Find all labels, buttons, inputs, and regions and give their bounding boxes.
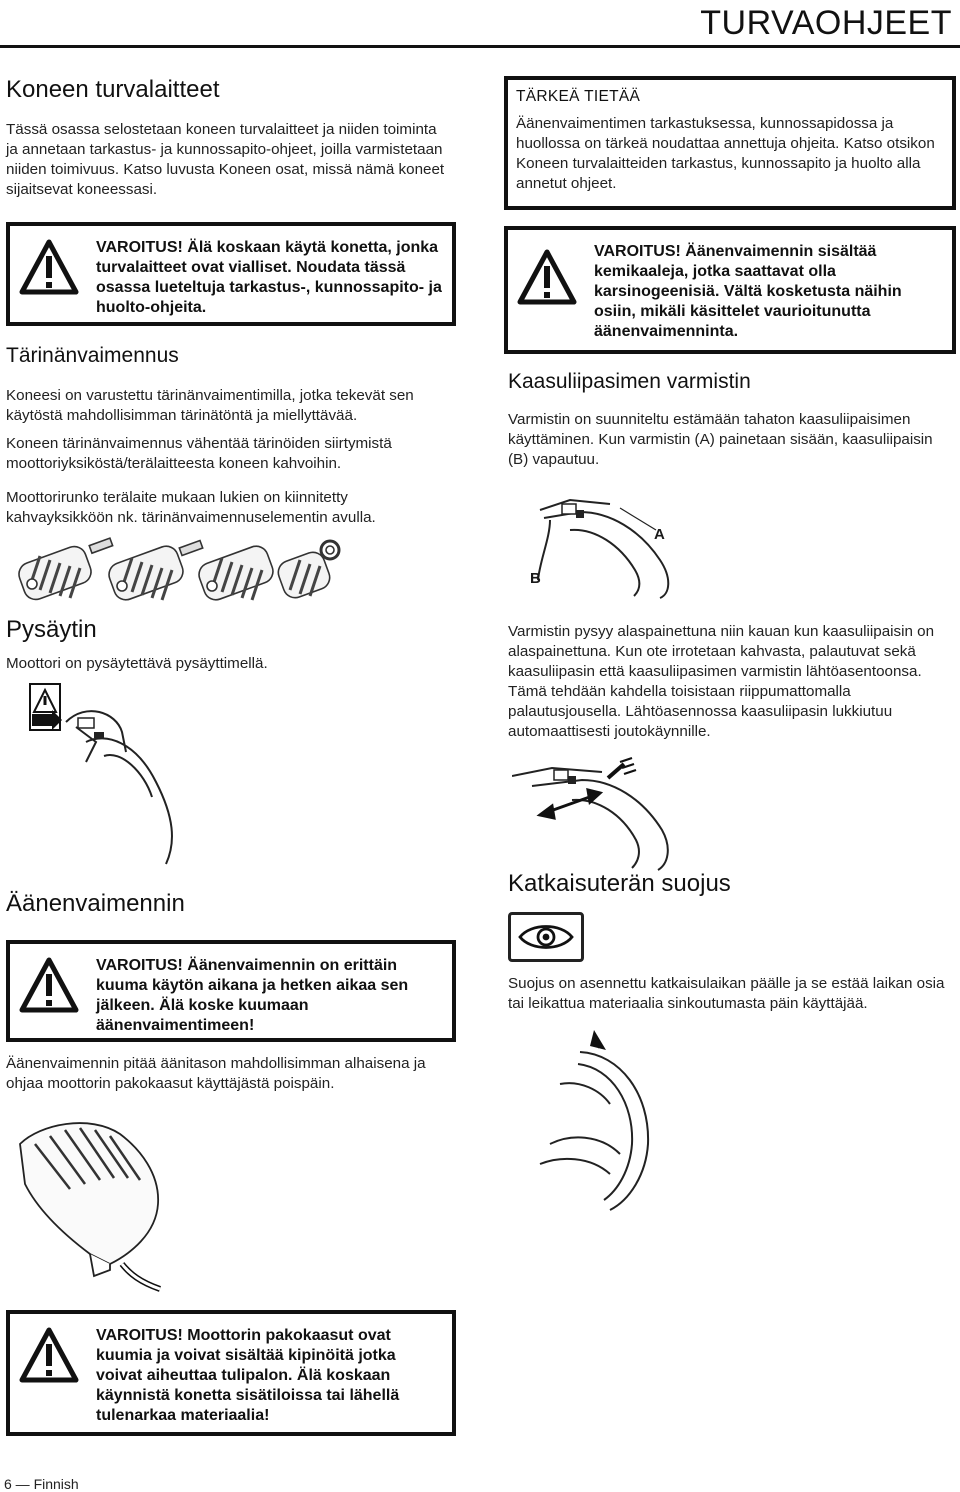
warning-triangle-icon <box>18 956 80 1014</box>
damper-1 <box>16 538 113 603</box>
warning-text-muffler-hot: VAROITUS! Äänenvaimennin on erittäin kuuma käytön aikana ja hetken aikaa sen jälkeen. Älä koske kuumaan äänenvaimentimeen! <box>96 957 409 1034</box>
page-header <box>0 0 960 48</box>
warning-triangle-icon <box>18 238 80 296</box>
warning-box-muffler-hot <box>6 940 456 1042</box>
eye-icon-box <box>508 912 584 962</box>
section-title-stop-switch: Pysäytin <box>6 616 97 643</box>
safety-devices-intro: Tässä osassa selostetaan koneen turvalaitteet ja niiden toiminta ja annetaan tarkastus- ja kunnossapito-ohjeet, joilla varmistetaan niiden toimivuus. Katso luvusta Koneen osat, missä nämä koneet sijaitsevat koneessasi. <box>6 121 445 198</box>
vibration-paragraph-2: Koneen tärinänvaimennus vähentää tärinöiden siirtymistä moottoriyksiköstä/terälaitteesta koneen kahvoihin. <box>6 435 392 472</box>
warning-triangle-icon <box>516 248 578 306</box>
throttle-lock-paragraph-1: Varmistin on suunniteltu estämään tahaton kaasuliipaisimen käyttäminen. Kun varmistin (A) painetaan sisään, kaasuliipaisin (B) vapautuu. <box>508 411 933 468</box>
damper-2 <box>106 540 203 603</box>
warning-text-carcinogen: VAROITUS! Äänenvaimennin sisältää kemikaaleja, jotka saattavat olla karsinogeenisiä. Vältä kosketusta näihin osiin, mikäli käsittelet vaurioitunutta äänenvaimenninta. <box>594 243 902 340</box>
warning-box-carcinogen <box>504 226 956 354</box>
vibration-paragraph-3: Moottorirunko terälaite mukaan lukien on kiinnitetty kahvayksikköön nk. tärinänvaimennuselementin avulla. <box>6 489 376 526</box>
vibration-paragraph-1: Koneesi on varustettu tärinänvaimentimilla, jotka tekevät sen käytöstä mahdollisimman tärinätöntä ja miellyttävää. <box>6 387 414 424</box>
warning-text-exhaust: VAROITUS! Moottorin pakokaasut ovat kuumia ja voivat sisältää kipinöitä jotka voivat aiheuttaa tulipalon. Älä koskaan käynnistä konetta sisätiloissa tai lähellä tulenarkaa materiaalia! <box>96 1327 400 1424</box>
important-note-title: TÄRKEÄ TIETÄÄ <box>516 88 641 105</box>
stop-switch-text: Moottori on pysäytettävä pysäyttimellä. <box>6 655 268 672</box>
throttle-lock-paragraph-2: Varmistin pysyy alaspainettuna niin kauan kun kaasuliipaisin on alaspainettuna. Kun ote irrotetaan kahvasta, palautuvat sekä kaasuliipasin että kaasuliipasimen varmistin lähtöasentoonsa. Tämä tehdään kahdella toisistaan riippumattomalla palautusjousella. Lähtöasennossa kaasuliipasin lukkiutuu automaattisesti joutokäynnille. <box>508 623 935 740</box>
stop-switch-illustration <box>26 682 206 872</box>
section-title-blade-guard: Katkaisuterän suojus <box>508 870 731 897</box>
section-title-vibration: Tärinänvaimennus <box>6 344 179 367</box>
warning-box-safety <box>6 222 456 326</box>
muffler-text: Äänenvaimennin pitää äänitason mahdollisimman alhaisena ja ohjaa moottorin pakokaasut käyttäjästä poispäin. <box>6 1055 426 1092</box>
label-a: A <box>654 526 665 543</box>
header-rule <box>0 45 960 48</box>
page-footer <box>0 1472 960 1492</box>
vibration-dampers-illustration <box>10 528 350 610</box>
muffler-illustration <box>10 1104 180 1294</box>
label-b: B <box>530 570 541 587</box>
section-title-muffler: Äänenvaimennin <box>6 890 185 917</box>
blade-guard-text: Suojus on asennettu katkaisulaikan päälle ja se estää laikan osia tai leikattua materiaalia sinkoutumasta päin käyttäjää. <box>508 975 945 1012</box>
damper-3 <box>196 543 277 603</box>
eye-icon <box>517 921 575 953</box>
page-number: 6 — Finnish <box>4 1476 79 1492</box>
throttle-release-illustration <box>512 756 702 874</box>
section-title-safety-devices: Koneen turvalaitteet <box>6 76 220 103</box>
damper-4 <box>275 541 339 601</box>
warning-text-safety: VAROITUS! Älä koskaan käytä konetta, jonka turvalaitteet ovat vialliset. Noudata tässä osassa lueteltuja tarkastus-, kunnossapito- ja huolto-ohjeita. <box>96 239 442 316</box>
important-note-text: Äänenvaimentimen tarkastuksessa, kunnossapidossa ja huollossa on tärkeä noudattaa annettuja ohjeita. Katso otsikon Koneen turvalaitteiden tarkastus, kunnossapito ja huolto alla annetut ohjeet. <box>516 115 935 192</box>
section-title-throttle-lock: Kaasuliipasimen varmistin <box>508 370 751 393</box>
page-header-title: TURVAOHJEET <box>700 4 952 42</box>
important-note-box <box>504 76 956 210</box>
warning-box-exhaust <box>6 1310 456 1436</box>
warning-triangle-icon <box>18 1326 80 1384</box>
blade-guard-illustration <box>520 1024 660 1214</box>
